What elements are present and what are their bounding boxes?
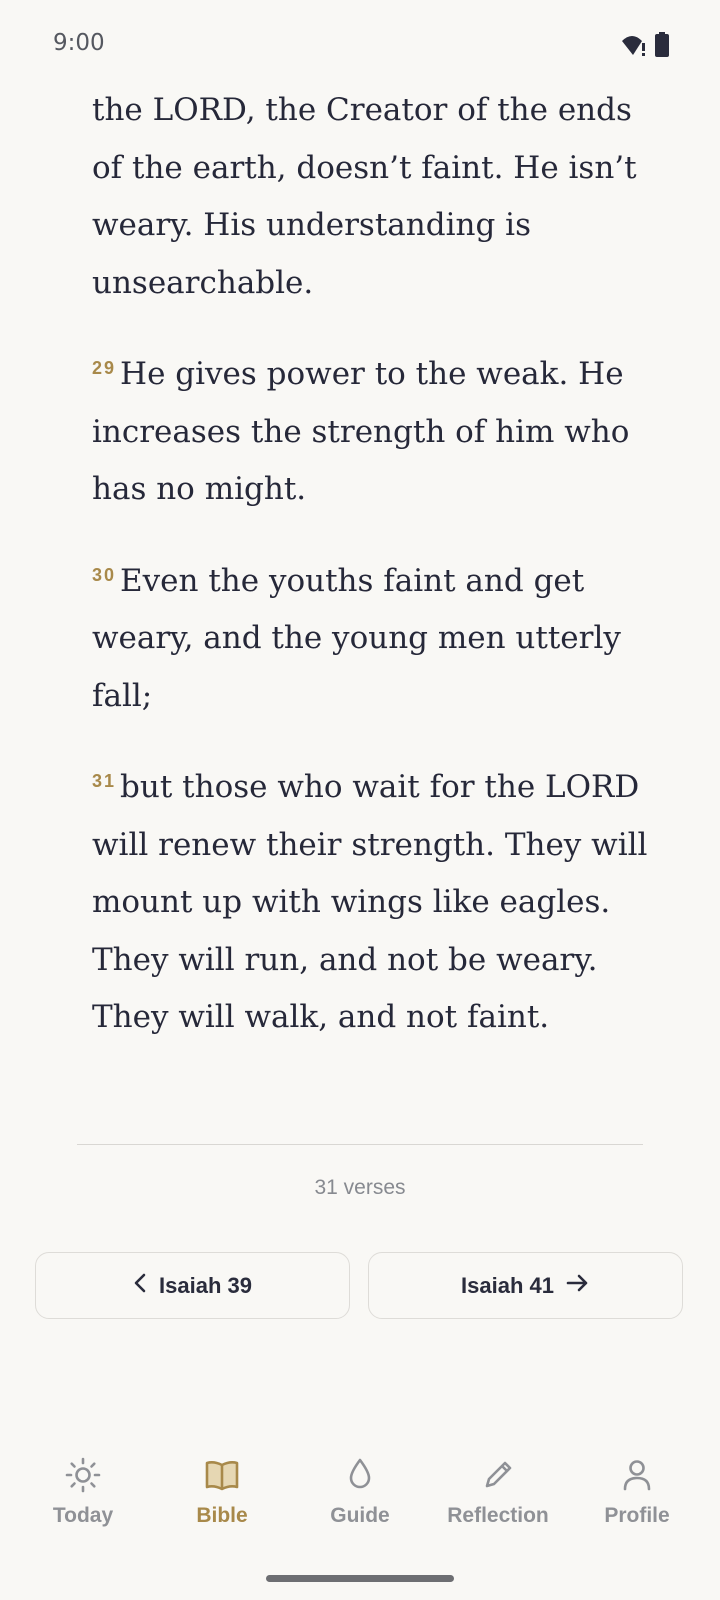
previous-chapter-button[interactable]	[35, 1252, 350, 1319]
nav-item-guide[interactable]	[295, 1455, 425, 1528]
verse-number: 29	[92, 358, 117, 378]
verse-30	[92, 547, 652, 726]
divider	[77, 1144, 643, 1145]
drop-icon	[340, 1455, 380, 1495]
status-bar	[0, 0, 720, 90]
chapter-text	[92, 82, 652, 1075]
user-icon	[617, 1455, 657, 1495]
home-indicator[interactable]	[266, 1575, 454, 1582]
verse-text: He gives power to the weak. He increases the strength of him who has no might.	[92, 356, 630, 507]
next-chapter-label: Isaiah 41	[461, 1272, 554, 1298]
book-icon	[202, 1455, 242, 1495]
nav-item-bible[interactable]	[157, 1455, 287, 1528]
nav-label-reflection: Reflection	[447, 1504, 549, 1527]
battery-icon	[654, 32, 670, 63]
wifi-alert-icon	[620, 33, 648, 62]
nav-item-today[interactable]	[18, 1455, 148, 1528]
nav-item-profile[interactable]	[572, 1455, 702, 1528]
next-chapter-button[interactable]	[368, 1252, 683, 1319]
verse-29	[92, 340, 652, 519]
nav-label-profile: Profile	[604, 1504, 670, 1527]
chevron-left-icon	[133, 1273, 147, 1299]
status-icons	[620, 32, 670, 63]
verse-31	[92, 753, 652, 1047]
previous-chapter-label: Isaiah 39	[159, 1272, 252, 1298]
verse-28	[92, 82, 652, 312]
sun-icon	[63, 1455, 103, 1495]
verse-count: 31 verses	[314, 1176, 406, 1199]
verse-text: the LORD, the Creator of the ends of the earth, doesn’t faint. He isn’t weary. His understanding is unsearchable.	[92, 92, 637, 301]
verse-number: 31	[92, 771, 117, 791]
status-time: 9:00	[53, 30, 105, 56]
nav-item-reflection[interactable]	[433, 1455, 563, 1528]
nav-label-bible: Bible	[196, 1504, 248, 1527]
pencil-icon	[478, 1455, 518, 1495]
nav-label-today: Today	[52, 1504, 114, 1527]
bottom-navigation	[0, 1455, 720, 1545]
nav-label-guide: Guide	[330, 1504, 390, 1527]
verse-number: 30	[92, 564, 117, 585]
arrow-right-icon	[566, 1273, 590, 1299]
verse-text: Even the youths faint and get weary, and the young men utterly fall;	[92, 562, 621, 714]
verse-text: but those who wait for the LORD will renew their strength. They will mount up with wings like eagles. They will run, and not be weary. They will walk, and not faint.	[92, 769, 648, 1035]
